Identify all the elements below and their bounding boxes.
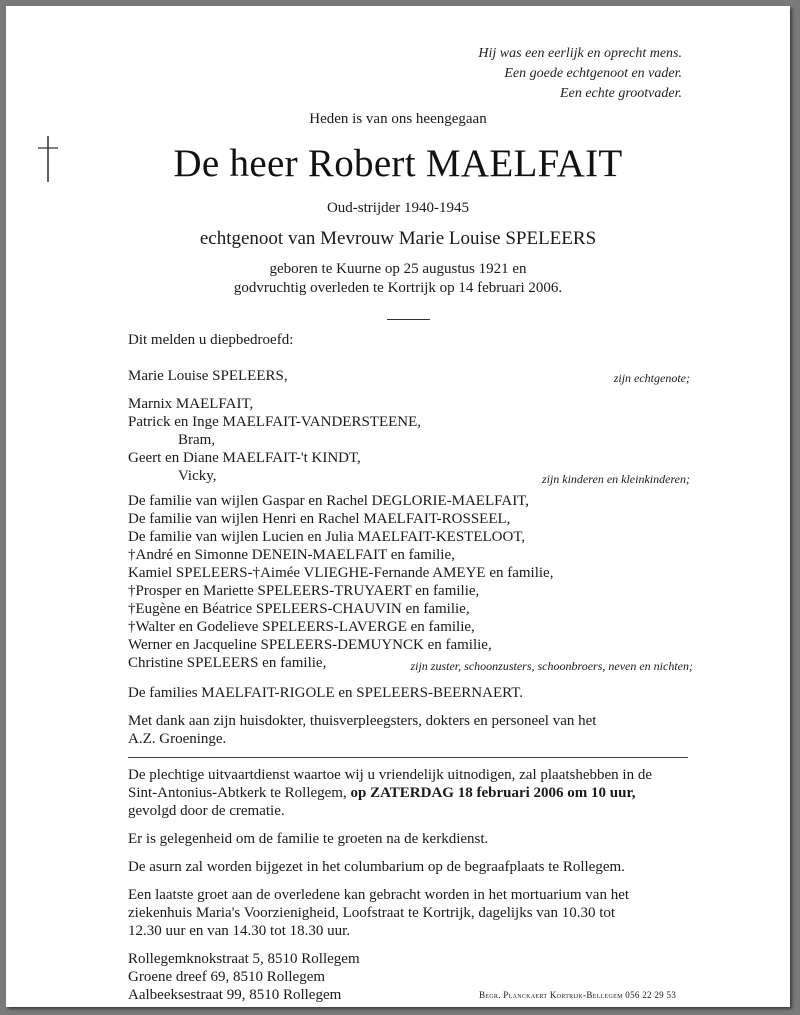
service-line-3: gevolgd door de crematie. bbox=[128, 803, 285, 819]
child-2: Patrick en Inge MAELFAIT-VANDERSTEENE, bbox=[128, 414, 422, 430]
child-1: Marnix MAELFAIT, bbox=[128, 396, 254, 412]
spouse-line: echtgenoot van Mevrouw Marie Louise SPELEERS bbox=[199, 228, 597, 249]
veteran-text: Oud-strijder 1940-1945 bbox=[326, 200, 470, 216]
intro-text: Heden is van ons heengegaan bbox=[309, 111, 487, 127]
family-line-2: De familie van wijlen Henri en Rachel MAELFAIT-ROSSEEL, bbox=[128, 511, 511, 527]
wife-role: zijn echtgenote; bbox=[613, 371, 690, 385]
families-line: De families MAELFAIT-RIGOLE en SPELEERS-BEERNAERT. bbox=[128, 685, 524, 701]
family-line-7: †Eugène en Béatrice SPELEERS-CHAUVIN en familie, bbox=[128, 601, 470, 617]
children-role: zijn kinderen en kleinkinderen; bbox=[541, 472, 690, 486]
printer-credit: Begr. Planckaert Kortrijk-Bellegem 056 22 29 53 bbox=[479, 990, 677, 1000]
service-line-1: De plechtige uitvaartdienst waartoe wij u vriendelijk uitnodigen, zal plaatshebben in de bbox=[128, 767, 652, 783]
address-2: Groene dreef 69, 8510 Rollegem bbox=[128, 969, 326, 985]
quote-line-2: Een goede echtgenoot en vader. bbox=[504, 66, 682, 81]
mortuary-line-3: 12.30 uur en van 14.30 tot 18.30 uur. bbox=[128, 923, 351, 939]
address-3: Aalbeeksestraat 99, 8510 Rollegem bbox=[128, 987, 342, 1003]
urn-line: De asurn zal worden bijgezet in het columbarium op de begraafplaats te Rollegem. bbox=[128, 859, 625, 875]
mortuary-line-1: Een laatste groet aan de overledene kan gebracht worden in het mortuarium van het bbox=[128, 887, 630, 903]
birth-line: geboren te Kuurne op 25 augustus 1921 en bbox=[269, 261, 527, 277]
thanks-line-2: A.Z. Groeninge. bbox=[128, 731, 227, 747]
announce-text: Dit melden u diepbedroefd: bbox=[128, 332, 294, 348]
quote-line-3: Een echte grootvader. bbox=[560, 86, 682, 101]
grandchild-2: Vicky, bbox=[178, 468, 217, 484]
service-date: op ZATERDAG 18 februari 2006 om 10 uur, bbox=[350, 785, 636, 801]
greet-line: Er is gelegenheid om de familie te groeten na de kerkdienst. bbox=[128, 831, 489, 847]
family-line-5: Kamiel SPELEERS-†Aimée VLIEGHE-Fernande AMEYE en familie, bbox=[128, 565, 554, 581]
mortuary-line-2: ziekenhuis Maria's Voorzienigheid, Loofstraat te Kortrijk, dagelijks van 10.30 tot bbox=[128, 905, 616, 921]
service-line-2 bbox=[128, 785, 636, 802]
family-line-9: Werner en Jacqueline SPELEERS-DEMUYNCK en familie, bbox=[128, 637, 492, 653]
child-3: Geert en Diane MAELFAIT-'t KINDT, bbox=[128, 450, 361, 466]
family-line-3: De familie van wijlen Lucien en Julia MAELFAIT-KESTELOOT, bbox=[128, 529, 526, 545]
section-rule bbox=[128, 757, 688, 758]
address-1: Rollegemknokstraat 5, 8510 Rollegem bbox=[128, 951, 360, 967]
grandchild-1: Bram, bbox=[178, 432, 216, 448]
family-line-4: †André en Simonne DENEIN-MAELFAIT en familie, bbox=[128, 547, 455, 563]
deceased-name: De heer Robert MAELFAIT bbox=[173, 142, 623, 185]
wife-name: Marie Louise SPELEERS, bbox=[128, 368, 288, 384]
death-line: godvruchtig overleden te Kortrijk op 14 februari 2006. bbox=[233, 280, 563, 296]
family-line-10: Christine SPELEERS en familie, bbox=[128, 655, 327, 671]
obituary-page bbox=[6, 6, 790, 1007]
quote-line-1: Hij was een eerlijk en oprecht mens. bbox=[478, 46, 682, 61]
family-role: zijn zuster, schoonzusters, schoonbroers, neven en nichten; bbox=[410, 659, 693, 673]
divider bbox=[387, 319, 430, 320]
thanks-line-1: Met dank aan zijn huisdokter, thuisverpleegsters, dokters en personeel van het bbox=[128, 713, 597, 729]
church-name: Sint-Antonius-Abtkerk te Rollegem, bbox=[128, 785, 347, 801]
family-line-6: †Prosper en Mariette SPELEERS-TRUYAERT en familie, bbox=[128, 583, 480, 599]
family-line-8: †Walter en Godelieve SPELEERS-LAVERGE en familie, bbox=[128, 619, 475, 635]
family-line-1: De familie van wijlen Gaspar en Rachel DEGLORIE-MAELFAIT, bbox=[128, 493, 529, 509]
